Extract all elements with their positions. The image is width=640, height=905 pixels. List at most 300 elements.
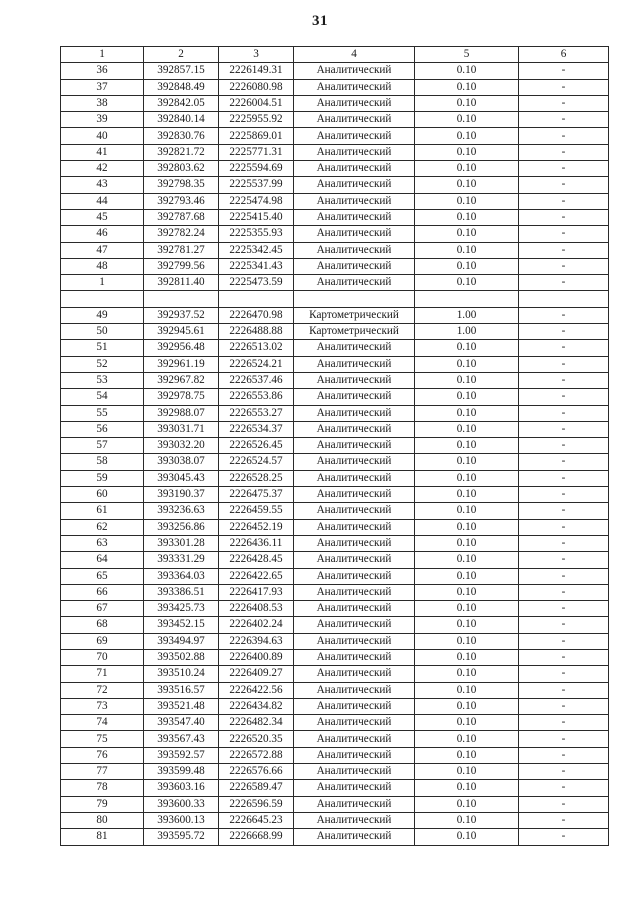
table-cell: - (519, 438, 609, 454)
table-cell: Аналитический (294, 438, 415, 454)
table-cell: 70 (61, 649, 144, 665)
table-cell: - (519, 63, 609, 79)
table-cell: 69 (61, 633, 144, 649)
table-cell: Аналитический (294, 601, 415, 617)
table-cell: Аналитический (294, 698, 415, 714)
table-cell: 2226402.24 (219, 617, 294, 633)
table-cell: 0.10 (415, 79, 519, 95)
table-cell: 393425.73 (144, 601, 219, 617)
table-cell: 71 (61, 666, 144, 682)
table-cell: 2226400.89 (219, 649, 294, 665)
table-row (61, 340, 609, 356)
table-cell: - (519, 747, 609, 763)
table-cell: 393031.71 (144, 421, 219, 437)
table-row (61, 79, 609, 95)
table-cell: 392961.19 (144, 356, 219, 372)
table-cell: 73 (61, 698, 144, 714)
table-cell: 41 (61, 144, 144, 160)
table-cell: 0.10 (415, 584, 519, 600)
table-cell: - (519, 601, 609, 617)
table-cell: - (519, 161, 609, 177)
table-cell: Аналитический (294, 552, 415, 568)
table-cell: 53 (61, 372, 144, 388)
table-cell: 68 (61, 617, 144, 633)
table-cell: 393256.86 (144, 519, 219, 535)
table-cell: 64 (61, 552, 144, 568)
table-cell: 393592.57 (144, 747, 219, 763)
column-header: 2 (144, 47, 219, 63)
table-cell: 2226434.82 (219, 698, 294, 714)
table-cell: 81 (61, 829, 144, 845)
table-cell: 72 (61, 682, 144, 698)
table-cell: 79 (61, 796, 144, 812)
table-cell: 43 (61, 177, 144, 193)
table-cell: - (519, 421, 609, 437)
table-row (61, 503, 609, 519)
table-cell: - (519, 780, 609, 796)
table-cell (219, 291, 294, 307)
table-cell: 52 (61, 356, 144, 372)
table-cell: 0.10 (415, 63, 519, 79)
table-cell: 0.10 (415, 470, 519, 486)
table-cell: Аналитический (294, 340, 415, 356)
table-cell (415, 291, 519, 307)
table-cell: 2226149.31 (219, 63, 294, 79)
table-cell: 67 (61, 601, 144, 617)
table-cell: 0.10 (415, 780, 519, 796)
table-cell: 0.10 (415, 747, 519, 763)
column-header: 5 (415, 47, 519, 63)
table-cell: 0.10 (415, 438, 519, 454)
table-cell: 2226645.23 (219, 812, 294, 828)
table-row (61, 649, 609, 665)
table-cell: 393045.43 (144, 470, 219, 486)
table-cell: 2226524.21 (219, 356, 294, 372)
table-cell: 0.10 (415, 226, 519, 242)
table-cell: 54 (61, 389, 144, 405)
table-cell: 46 (61, 226, 144, 242)
table-cell: 392803.62 (144, 161, 219, 177)
table-row (61, 601, 609, 617)
table-cell: Аналитический (294, 79, 415, 95)
table-cell: 392787.68 (144, 209, 219, 225)
table-cell: 40 (61, 128, 144, 144)
table-cell: - (519, 95, 609, 111)
table-row (61, 584, 609, 600)
table-cell: - (519, 324, 609, 340)
table-cell: 2226553.86 (219, 389, 294, 405)
table-row (61, 421, 609, 437)
table-cell: Аналитический (294, 829, 415, 845)
table-cell: 2226422.56 (219, 682, 294, 698)
table-cell: 392830.76 (144, 128, 219, 144)
table-cell: Аналитический (294, 682, 415, 698)
table-cell: 39 (61, 112, 144, 128)
table-cell: 393236.63 (144, 503, 219, 519)
table-cell: 2226576.66 (219, 764, 294, 780)
table-cell: - (519, 829, 609, 845)
table-cell: 393032.20 (144, 438, 219, 454)
table-cell: 2226080.98 (219, 79, 294, 95)
table-cell: 392811.40 (144, 275, 219, 291)
table-cell: 393494.97 (144, 633, 219, 649)
table-cell: 0.10 (415, 812, 519, 828)
table-row (61, 193, 609, 209)
table-cell: 57 (61, 438, 144, 454)
table-cell: 47 (61, 242, 144, 258)
table-cell: Аналитический (294, 405, 415, 421)
table-cell: 0.10 (415, 764, 519, 780)
table-row (61, 307, 609, 323)
table-cell: - (519, 731, 609, 747)
table-cell: 0.10 (415, 715, 519, 731)
table-cell: - (519, 258, 609, 274)
table-cell: 0.10 (415, 666, 519, 682)
table-cell: 393331.29 (144, 552, 219, 568)
table-cell: 2225594.69 (219, 161, 294, 177)
table-cell: 2226513.02 (219, 340, 294, 356)
table-row (61, 128, 609, 144)
table-cell: 393595.72 (144, 829, 219, 845)
table-cell: 0.10 (415, 649, 519, 665)
table-cell: 2226004.51 (219, 95, 294, 111)
table-cell: - (519, 552, 609, 568)
table-cell: 55 (61, 405, 144, 421)
table-cell: 42 (61, 161, 144, 177)
table-cell: - (519, 144, 609, 160)
table-cell: 0.10 (415, 95, 519, 111)
table-row (61, 177, 609, 193)
table-cell: - (519, 356, 609, 372)
table-row (61, 535, 609, 551)
table-cell: 0.10 (415, 535, 519, 551)
table-cell: Аналитический (294, 389, 415, 405)
table-cell: 392782.24 (144, 226, 219, 242)
table-cell: - (519, 226, 609, 242)
table-row (61, 356, 609, 372)
table-cell: 2226482.34 (219, 715, 294, 731)
table-cell: - (519, 682, 609, 698)
table-cell: 2226488.88 (219, 324, 294, 340)
table-cell: 2225955.92 (219, 112, 294, 128)
table-cell: 2226428.45 (219, 552, 294, 568)
table-cell: Аналитический (294, 731, 415, 747)
table-cell: Аналитический (294, 128, 415, 144)
table-cell: 2225474.98 (219, 193, 294, 209)
table-cell: - (519, 340, 609, 356)
table-cell: 2226589.47 (219, 780, 294, 796)
table-row (61, 666, 609, 682)
table-cell: 2226409.27 (219, 666, 294, 682)
table-row (61, 438, 609, 454)
table-cell: 393038.07 (144, 454, 219, 470)
table-cell: Аналитический (294, 275, 415, 291)
table-row (61, 812, 609, 828)
table-cell: - (519, 372, 609, 388)
table-cell: 392956.48 (144, 340, 219, 356)
table-cell: Аналитический (294, 95, 415, 111)
column-header: 4 (294, 47, 415, 63)
table-cell: Аналитический (294, 780, 415, 796)
table-cell: - (519, 79, 609, 95)
table-row (61, 617, 609, 633)
table-cell: 392857.15 (144, 63, 219, 79)
table-row (61, 95, 609, 111)
table-row (61, 829, 609, 845)
table-cell: 0.10 (415, 258, 519, 274)
table-cell: 392781.27 (144, 242, 219, 258)
table-row (61, 796, 609, 812)
table-cell: - (519, 307, 609, 323)
table-cell: Аналитический (294, 177, 415, 193)
table-cell (294, 291, 415, 307)
table-cell: 2226537.46 (219, 372, 294, 388)
table-cell: - (519, 454, 609, 470)
table-cell: 2225415.40 (219, 209, 294, 225)
table-cell: - (519, 715, 609, 731)
table-cell: 0.10 (415, 454, 519, 470)
table-cell: 392799.56 (144, 258, 219, 274)
table-row (61, 764, 609, 780)
table-cell: 38 (61, 95, 144, 111)
table-cell: 56 (61, 421, 144, 437)
table-cell: Аналитический (294, 812, 415, 828)
table-cell: 45 (61, 209, 144, 225)
table-cell: - (519, 405, 609, 421)
table-row (61, 389, 609, 405)
table-cell: Аналитический (294, 633, 415, 649)
table-row (61, 519, 609, 535)
table-cell: Аналитический (294, 519, 415, 535)
table-cell: 60 (61, 487, 144, 503)
table-cell: 393386.51 (144, 584, 219, 600)
table-cell: 0.10 (415, 128, 519, 144)
table-cell: 392967.82 (144, 372, 219, 388)
table-row (61, 242, 609, 258)
table-cell: 75 (61, 731, 144, 747)
table-cell: 2226520.35 (219, 731, 294, 747)
table-cell: 393510.24 (144, 666, 219, 682)
table-cell: - (519, 193, 609, 209)
table-row (61, 487, 609, 503)
table-cell: Картометрический (294, 307, 415, 323)
table-cell: - (519, 470, 609, 486)
table-row (61, 275, 609, 291)
table-row (61, 682, 609, 698)
table-cell: 2225537.99 (219, 177, 294, 193)
table-cell: Аналитический (294, 421, 415, 437)
table-cell: 0.10 (415, 389, 519, 405)
table-cell: 2226526.45 (219, 438, 294, 454)
table-cell: 62 (61, 519, 144, 535)
table-cell: 0.10 (415, 633, 519, 649)
table-cell: - (519, 209, 609, 225)
table-cell: 2226452.19 (219, 519, 294, 535)
table-row (61, 258, 609, 274)
table-cell: 0.10 (415, 209, 519, 225)
table-cell: 392988.07 (144, 405, 219, 421)
table-cell: 0.10 (415, 356, 519, 372)
table-cell: 78 (61, 780, 144, 796)
table-cell: 393452.15 (144, 617, 219, 633)
table-row (61, 552, 609, 568)
table-cell: Аналитический (294, 193, 415, 209)
table-cell: 0.10 (415, 372, 519, 388)
table-cell: - (519, 128, 609, 144)
header-row (61, 47, 609, 63)
table-cell: - (519, 177, 609, 193)
table-cell: 2226534.37 (219, 421, 294, 437)
table-cell: 58 (61, 454, 144, 470)
table-cell: 2226553.27 (219, 405, 294, 421)
table-cell: 0.10 (415, 421, 519, 437)
table-cell: - (519, 487, 609, 503)
table-cell: 392945.61 (144, 324, 219, 340)
table-cell: 0.10 (415, 144, 519, 160)
table-cell: Аналитический (294, 454, 415, 470)
table-cell: Аналитический (294, 666, 415, 682)
table-cell: 0.10 (415, 487, 519, 503)
table-cell: 0.10 (415, 405, 519, 421)
table-cell: 0.10 (415, 177, 519, 193)
table-cell: 393301.28 (144, 535, 219, 551)
table-cell: 0.10 (415, 731, 519, 747)
table-cell: 61 (61, 503, 144, 519)
table-row (61, 698, 609, 714)
table-cell: Аналитический (294, 568, 415, 584)
table-cell: Аналитический (294, 470, 415, 486)
table-cell: Картометрический (294, 324, 415, 340)
table-row (61, 780, 609, 796)
table-cell: - (519, 812, 609, 828)
table-cell: 66 (61, 584, 144, 600)
table-cell: Аналитический (294, 112, 415, 128)
table-row (61, 372, 609, 388)
table-cell: 392848.49 (144, 79, 219, 95)
table-cell: - (519, 242, 609, 258)
table-cell: 0.10 (415, 617, 519, 633)
table-cell: Аналитический (294, 715, 415, 731)
table-cell: - (519, 764, 609, 780)
table-cell: 392840.14 (144, 112, 219, 128)
table-cell: 0.10 (415, 340, 519, 356)
table-row (61, 112, 609, 128)
table-cell: 2226417.93 (219, 584, 294, 600)
table-cell: 393600.33 (144, 796, 219, 812)
table-cell (61, 291, 144, 307)
table-cell: - (519, 666, 609, 682)
table-cell: 2226475.37 (219, 487, 294, 503)
table-cell: Аналитический (294, 144, 415, 160)
table-cell: 51 (61, 340, 144, 356)
table-cell: 0.10 (415, 796, 519, 812)
table-cell: - (519, 275, 609, 291)
table-cell: - (519, 568, 609, 584)
table-cell: 393599.48 (144, 764, 219, 780)
table-cell: Аналитический (294, 649, 415, 665)
table-cell: 0.10 (415, 698, 519, 714)
table-cell: 1.00 (415, 324, 519, 340)
table-cell: 393547.40 (144, 715, 219, 731)
coordinates-table (60, 46, 609, 846)
table-cell: 63 (61, 535, 144, 551)
table-row (61, 324, 609, 340)
table-cell: Аналитический (294, 747, 415, 763)
table-cell: 2225771.31 (219, 144, 294, 160)
table-cell: 393190.37 (144, 487, 219, 503)
table-cell: 393600.13 (144, 812, 219, 828)
table-cell: 0.10 (415, 242, 519, 258)
table-cell: 2226524.57 (219, 454, 294, 470)
table-row (61, 226, 609, 242)
table-cell: 50 (61, 324, 144, 340)
table-cell: 0.10 (415, 601, 519, 617)
table-cell: 2226528.25 (219, 470, 294, 486)
table-cell: 2226408.53 (219, 601, 294, 617)
table-cell: Аналитический (294, 63, 415, 79)
table-cell: 36 (61, 63, 144, 79)
table-cell: 393516.57 (144, 682, 219, 698)
table-cell: 392793.46 (144, 193, 219, 209)
table-cell: Аналитический (294, 356, 415, 372)
table-row (61, 470, 609, 486)
table-cell: 37 (61, 79, 144, 95)
table-cell: Аналитический (294, 503, 415, 519)
table-cell: 392937.52 (144, 307, 219, 323)
table-cell: Аналитический (294, 796, 415, 812)
table-cell: 392798.35 (144, 177, 219, 193)
table-cell: - (519, 633, 609, 649)
table-row (61, 63, 609, 79)
table-cell: 49 (61, 307, 144, 323)
table-cell: Аналитический (294, 535, 415, 551)
table-cell: 59 (61, 470, 144, 486)
table-cell: 393502.88 (144, 649, 219, 665)
table-cell: 2225355.93 (219, 226, 294, 242)
table-row (61, 568, 609, 584)
page-number: 31 (312, 13, 328, 29)
table-row (61, 291, 609, 307)
table-cell: Аналитический (294, 487, 415, 503)
table-cell: 2226394.63 (219, 633, 294, 649)
table-cell: 2226422.65 (219, 568, 294, 584)
table-cell: 2226459.55 (219, 503, 294, 519)
table-cell: Аналитический (294, 372, 415, 388)
table-row (61, 715, 609, 731)
table-cell: - (519, 698, 609, 714)
table-cell: 0.10 (415, 161, 519, 177)
table-cell: Аналитический (294, 242, 415, 258)
table-cell: Аналитический (294, 161, 415, 177)
table-cell: - (519, 389, 609, 405)
table-cell: 392842.05 (144, 95, 219, 111)
table-cell: 0.10 (415, 568, 519, 584)
table-cell: 74 (61, 715, 144, 731)
table-cell: Аналитический (294, 584, 415, 600)
table-row (61, 731, 609, 747)
table-cell (144, 291, 219, 307)
table-cell: 0.10 (415, 682, 519, 698)
table-row (61, 747, 609, 763)
table-cell: 80 (61, 812, 144, 828)
table-cell: Аналитический (294, 209, 415, 225)
table-cell: 2226668.99 (219, 829, 294, 845)
table-cell: 393521.48 (144, 698, 219, 714)
table-cell: - (519, 503, 609, 519)
table-row (61, 633, 609, 649)
table-cell: 393364.03 (144, 568, 219, 584)
table-row (61, 161, 609, 177)
